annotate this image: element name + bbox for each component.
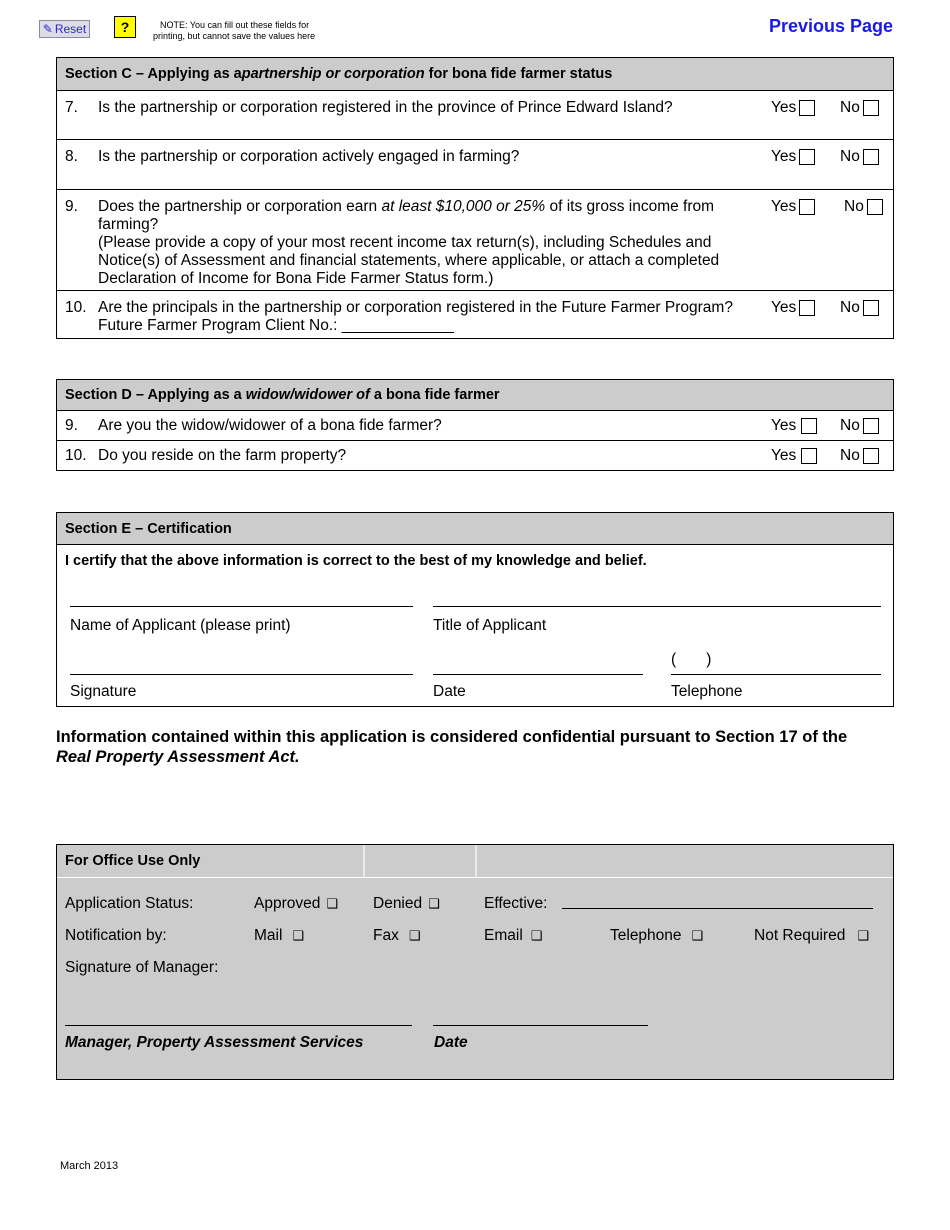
question-text-main: Are the principals in the partnership or corporation registered in the Future Farmer Program? xyxy=(98,299,733,316)
telephone-label: Telephone xyxy=(671,683,743,700)
confidentiality-notice xyxy=(56,727,906,767)
mail-option[interactable] xyxy=(254,927,304,945)
not-required-label: Not Required xyxy=(754,927,846,944)
question-text: Is the partnership or corporation actively engaged in farming? xyxy=(98,148,520,165)
section-d-title-pre: Section D – Applying as a xyxy=(65,387,246,403)
email-checkbox[interactable]: ❑ xyxy=(530,928,543,943)
question-number: 9. xyxy=(65,198,78,215)
yes-option xyxy=(771,99,815,117)
yes-checkbox[interactable] xyxy=(799,149,815,165)
yes-label: Yes xyxy=(771,99,797,116)
header-divider xyxy=(475,845,477,878)
denied-checkbox[interactable]: ❑ xyxy=(428,896,440,911)
question-text: Are you the widow/widower of a bona fide farmer? xyxy=(98,417,442,434)
note-line-1: NOTE: You can fill out these fields for xyxy=(160,20,310,30)
signature-field[interactable] xyxy=(70,674,413,675)
section-d xyxy=(56,379,894,471)
client-number-field[interactable]: Future Farmer Program Client No.: _____________ xyxy=(98,317,454,334)
section-d-title-post: a bona fide farmer xyxy=(369,387,500,403)
yes-option xyxy=(771,417,817,435)
confidentiality-line-2: Real Property Assessment Act. xyxy=(56,748,300,766)
question-c8 xyxy=(57,140,893,190)
telephone-checkbox[interactable]: ❑ xyxy=(691,928,704,943)
previous-page-link[interactable]: Previous Page xyxy=(769,16,894,36)
help-button[interactable] xyxy=(114,16,136,38)
pencil-icon: ✎ xyxy=(42,22,53,36)
question-d9 xyxy=(57,411,893,441)
denied-label: Denied xyxy=(373,895,423,912)
yes-label: Yes xyxy=(771,299,797,316)
yes-checkbox[interactable] xyxy=(799,199,815,215)
applicant-title-field[interactable] xyxy=(433,606,881,607)
signature-label: Signature xyxy=(70,683,137,700)
question-c10 xyxy=(57,291,893,338)
question-number: 10. xyxy=(65,299,87,316)
note-line-2: printing, but cannot save the values here xyxy=(153,31,316,41)
question-note: (Please provide a copy of your most recent income tax return(s), including Schedules and Notice(s) of Assessment and financial statements, where applicable, or attach a completed Declaration of Income for Bona Fide Farmer Status form.) xyxy=(98,234,720,287)
approved-option[interactable] xyxy=(254,895,338,913)
section-e-title: Section E – Certification xyxy=(57,513,893,545)
effective-label: Effective: xyxy=(484,895,548,912)
header-divider xyxy=(363,845,365,878)
office-use-section xyxy=(56,844,894,1080)
help-icon: ? xyxy=(120,19,130,35)
notification-label: Notification by: xyxy=(65,927,167,944)
telephone-label: Telephone xyxy=(610,927,682,944)
fax-option[interactable] xyxy=(373,927,421,945)
certification-statement: I certify that the above information is correct to the best of my knowledge and belief. xyxy=(65,553,647,569)
question-number: 10. xyxy=(65,447,87,464)
no-option xyxy=(840,417,879,435)
section-c-title-pre: Section C – Applying as a xyxy=(65,66,242,82)
fax-checkbox[interactable]: ❑ xyxy=(408,928,421,943)
manager-date-caption: Date xyxy=(434,1034,468,1051)
no-label: No xyxy=(840,299,860,316)
question-text xyxy=(98,198,728,288)
office-use-title: For Office Use Only xyxy=(57,845,893,878)
yes-option xyxy=(771,299,815,317)
question-c9 xyxy=(57,190,893,291)
no-option xyxy=(840,447,879,465)
yes-checkbox[interactable] xyxy=(801,418,817,434)
not-required-option[interactable] xyxy=(754,927,869,945)
telephone-option[interactable] xyxy=(610,927,703,945)
question-text-pre: Does the partnership or corporation earn xyxy=(98,198,382,215)
question-d10 xyxy=(57,441,893,470)
yes-checkbox[interactable] xyxy=(799,300,815,316)
question-number: 8. xyxy=(65,148,78,165)
section-c-title-post: for bona fide farmer status xyxy=(424,66,613,82)
no-checkbox[interactable] xyxy=(863,100,879,116)
no-label: No xyxy=(840,148,860,165)
section-c xyxy=(56,57,894,339)
no-option xyxy=(840,148,879,166)
yes-label: Yes xyxy=(771,148,797,165)
reset-label: Reset xyxy=(54,22,87,36)
fax-label: Fax xyxy=(373,927,399,944)
save-note xyxy=(153,20,323,42)
applicant-name-label: Name of Applicant (please print) xyxy=(70,617,291,634)
email-label: Email xyxy=(484,927,523,944)
applicant-name-field[interactable] xyxy=(70,606,413,607)
date-label: Date xyxy=(433,683,466,700)
no-option xyxy=(840,99,879,117)
yes-label: Yes xyxy=(771,417,797,434)
question-text: Is the partnership or corporation registered in the province of Prince Edward Island? xyxy=(98,99,673,116)
no-checkbox[interactable] xyxy=(863,300,879,316)
telephone-field[interactable] xyxy=(671,674,881,675)
yes-option xyxy=(771,198,815,216)
no-checkbox[interactable] xyxy=(863,448,879,464)
no-label: No xyxy=(844,198,864,215)
denied-option[interactable] xyxy=(373,895,440,913)
email-option[interactable] xyxy=(484,927,542,945)
mail-checkbox[interactable]: ❑ xyxy=(292,928,305,943)
section-c-title xyxy=(57,58,893,91)
approved-checkbox[interactable]: ❑ xyxy=(326,896,339,911)
question-number: 7. xyxy=(65,99,78,116)
no-label: No xyxy=(840,447,860,464)
question-text xyxy=(98,299,758,335)
yes-label: Yes xyxy=(771,198,797,215)
confidentiality-line-1: Information contained within this application is considered confidential pursuant to Section 17 of the xyxy=(56,728,848,746)
question-text-em: at least $10,000 or 25% xyxy=(381,198,546,215)
question-text-post: of its gross income from farming? xyxy=(98,198,715,233)
applicant-title-label: Title of Applicant xyxy=(433,617,547,634)
question-number: 9. xyxy=(65,417,78,434)
no-option xyxy=(844,198,883,216)
no-label: No xyxy=(840,99,860,116)
no-checkbox[interactable] xyxy=(863,149,879,165)
section-d-title xyxy=(57,380,893,411)
not-required-checkbox[interactable]: ❑ xyxy=(857,928,869,943)
manager-date-field[interactable] xyxy=(433,1025,648,1026)
reset-button[interactable] xyxy=(39,20,90,38)
application-status-label: Application Status: xyxy=(65,895,194,912)
yes-option xyxy=(771,148,815,166)
question-text: Do you reside on the farm property? xyxy=(98,447,347,464)
yes-checkbox[interactable] xyxy=(801,448,817,464)
effective-date-field[interactable] xyxy=(562,908,873,909)
section-c-title-em: partnership or corporation xyxy=(241,66,425,82)
manager-signature-label: Signature of Manager: xyxy=(65,959,219,976)
yes-checkbox[interactable] xyxy=(799,100,815,116)
no-option xyxy=(840,299,879,317)
mail-label: Mail xyxy=(254,927,283,944)
yes-label: Yes xyxy=(771,447,797,464)
section-e xyxy=(56,512,894,707)
telephone-parens: ( ) xyxy=(671,651,712,668)
manager-signature-field[interactable] xyxy=(65,1025,412,1026)
question-c7 xyxy=(57,91,893,140)
section-d-title-em: widow/widower of xyxy=(245,387,370,403)
manager-caption: Manager, Property Assessment Services xyxy=(65,1034,364,1051)
yes-option xyxy=(771,447,817,465)
footer-date: March 2013 xyxy=(60,1160,119,1172)
approved-label: Approved xyxy=(254,895,321,912)
no-checkbox[interactable] xyxy=(863,418,879,434)
no-label: No xyxy=(840,417,860,434)
date-field[interactable] xyxy=(433,674,643,675)
no-checkbox[interactable] xyxy=(867,199,883,215)
